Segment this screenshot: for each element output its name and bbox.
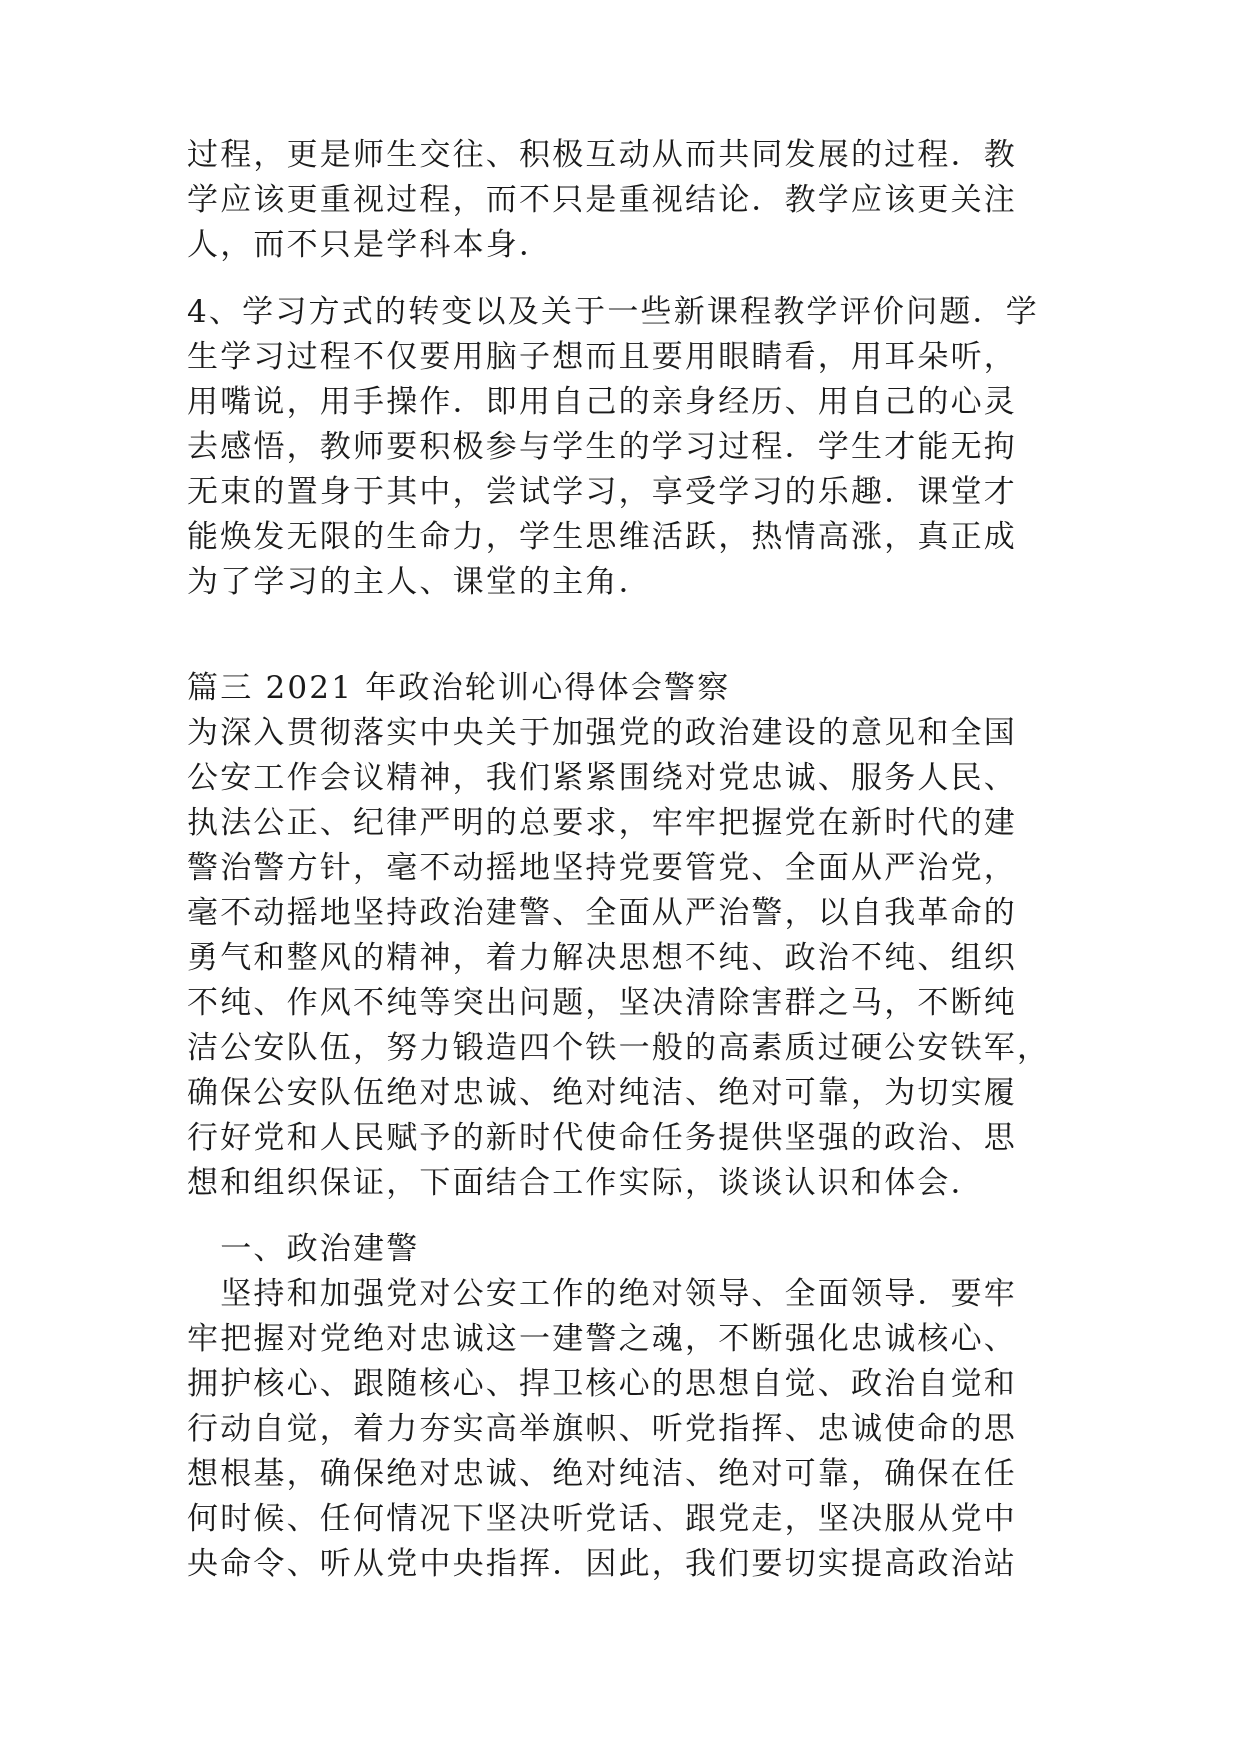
text-line: 坚持和加强党对公安工作的绝对领导、全面领导．要牢 [187, 1276, 1017, 1312]
text-line: 能焕发无限的生命力，学生思维活跃，热情高涨，真正成 [187, 519, 1017, 555]
text-line: 勇气和整风的精神，着力解决思想不纯、政治不纯、组织 [187, 940, 1017, 976]
text-line: 何时候、任何情况下坚决听党话、跟党走，坚决服从党中 [187, 1501, 1017, 1537]
text-line: 用嘴说，用手操作．即用自己的亲身经历、用自己的心灵 [187, 384, 1017, 420]
section-three-heading-and-intro [187, 666, 1067, 1206]
text-line: 想根基，确保绝对忠诚、绝对纯洁、绝对可靠，确保在任 [187, 1456, 1017, 1492]
text-line: 洁公安队伍，努力锻造四个铁一般的高素质过硬公安铁军， [187, 1030, 1051, 1066]
text-line: 行动自觉，着力夯实高举旗帜、听党指挥、忠诚使命的思 [187, 1411, 1017, 1447]
section-title: 篇三 2021 年政治轮训心得体会警察 [187, 670, 731, 706]
text-line: 4、学习方式的转变以及关于一些新课程教学评价问题．学 [187, 294, 1039, 330]
text-line: 学应该更重视过程，而不只是重视结论．教学应该更关注 [187, 182, 1017, 218]
subsection-title: 一、政治建警 [187, 1231, 420, 1267]
text-line: 为深入贯彻落实中央关于加强党的政治建设的意见和全国 [187, 715, 1017, 751]
paragraph-teaching-process [187, 133, 1067, 268]
text-line: 人，而不只是学科本身． [187, 227, 553, 263]
text-line: 去感悟，教师要积极参与学生的学习过程．学生才能无拘 [187, 429, 1017, 465]
text-line: 无束的置身于其中，尝试学习，享受学习的乐趣．课堂才 [187, 474, 1017, 510]
text-line: 毫不动摇地坚持政治建警、全面从严治警，以自我革命的 [187, 895, 1017, 931]
text-line: 牢把握对党绝对忠诚这一建警之魂，不断强化忠诚核心、 [187, 1321, 1017, 1357]
text-line: 想和组织保证，下面结合工作实际，谈谈认识和体会． [187, 1165, 984, 1201]
paragraph-learning-methods [187, 290, 1067, 605]
text-line: 生学习过程不仅要用脑子想而且要用眼睛看，用耳朵听， [187, 339, 1017, 375]
text-line: 过程，更是师生交往、积极互动从而共同发展的过程．教 [187, 137, 1017, 173]
text-line: 公安工作会议精神，我们紧紧围绕对党忠诚、服务人民、 [187, 760, 1017, 796]
text-line: 不纯、作风不纯等突出问题，坚决清除害群之马，不断纯 [187, 985, 1017, 1021]
section-political-police-building [187, 1227, 1067, 1587]
text-line: 拥护核心、跟随核心、捍卫核心的思想自觉、政治自觉和 [187, 1366, 1017, 1402]
text-line: 央命令、听从党中央指挥．因此，我们要切实提高政治站 [187, 1546, 1017, 1582]
text-line: 执法公正、纪律严明的总要求，牢牢把握党在新时代的建 [187, 805, 1017, 841]
text-line: 行好党和人民赋予的新时代使命任务提供坚强的政治、思 [187, 1120, 1017, 1156]
text-line: 确保公安队伍绝对忠诚、绝对纯洁、绝对可靠，为切实履 [187, 1075, 1017, 1111]
text-line: 为了学习的主人、课堂的主角． [187, 564, 652, 600]
text-line: 警治警方针，毫不动摇地坚持党要管党、全面从严治党， [187, 850, 1017, 886]
